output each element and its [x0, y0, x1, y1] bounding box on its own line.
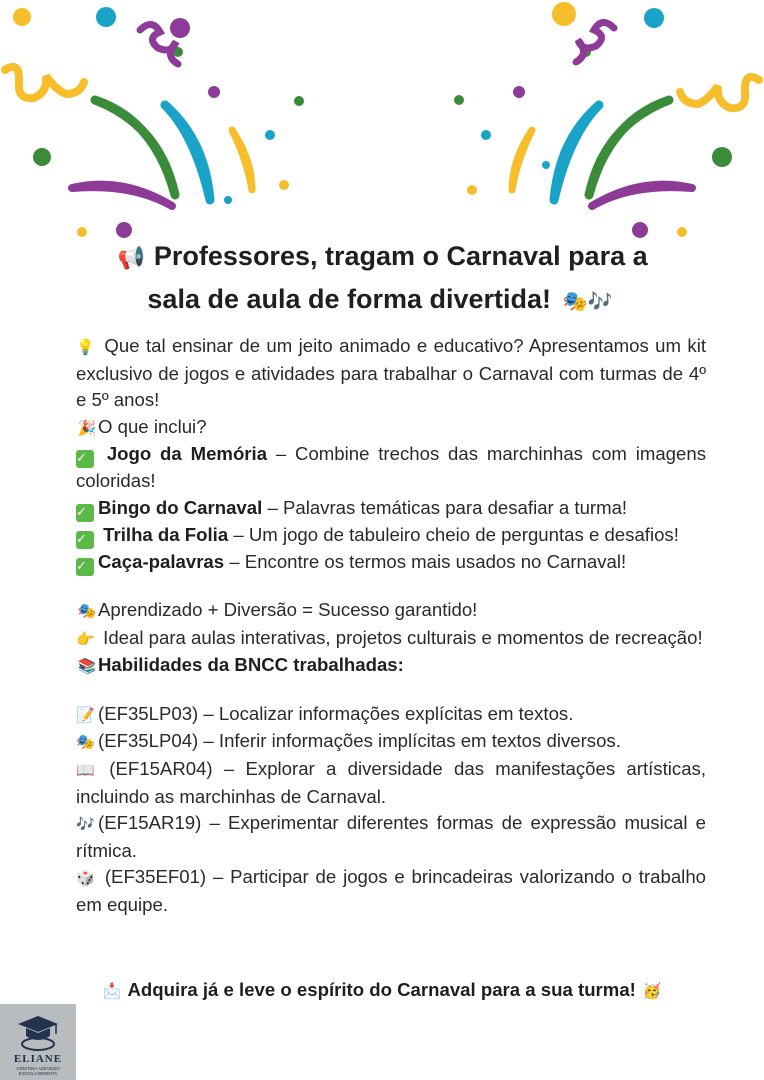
music-notes-icon: 🎶 — [76, 815, 95, 834]
logo-name: ELIANE — [13, 1053, 63, 1065]
brand-logo — [0, 1004, 76, 1080]
memo-icon: 📝 — [76, 705, 95, 724]
graduation-cap-icon — [0, 1004, 76, 1054]
skill-item: 📝 (EF35LP03) – Localizar informações explícitas em textos. — [76, 701, 706, 729]
books-icon: 📚 — [77, 657, 97, 676]
skill-item: 📖 (EF15AR04) – Explorar a diversidade das manifestações artísticas, incluindo as marchinhas de Carnaval. — [76, 757, 706, 807]
call-to-action: 📩 Adquira já e leve o espírito do Carnaval para a sua turma! 🥳 — [60, 976, 704, 1005]
spacer — [76, 680, 706, 701]
confetti-left — [5, 7, 304, 238]
skills-heading: 📚Habilidades da BNCC trabalhadas: — [76, 652, 706, 680]
skill-item: 🎲 (EF35EF01) – Participar de jogos e brincadeiras valorizando o trabalho em equipe. — [76, 866, 706, 915]
confetti-right — [454, 2, 759, 238]
party-popper-icon: 🎉 — [77, 418, 97, 437]
intro-paragraph: 💡 Que tal ensinar de um jeito animado e educativo? Apresentamos um kit exclusivo de jogos e atividades para trabalhar o Carnaval com turmas de 4º e 5º anos! — [76, 335, 706, 411]
checkmark-icon: ✓ — [76, 450, 94, 468]
megaphone-icon: 📢 — [117, 246, 146, 271]
spacer — [76, 576, 706, 597]
envelope-icon: 📩 — [102, 982, 122, 1000]
masks-music-icon: 🎭🎶 — [562, 289, 613, 313]
masks-icon: 🎭 — [77, 601, 97, 620]
list-item: ✓ Caça-palavras – Encontre os termos mais usados no Carnaval! — [76, 550, 627, 574]
checkmark-icon: ✓ — [76, 558, 94, 576]
skill-item: 🎭 (EF35LP04) – Inferir informações implícitas em textos diversos. — [76, 728, 706, 756]
page-title — [60, 236, 704, 321]
skill-item: 🎶 (EF15AR19) – Experimentar diferentes formas de expressão musical e rítmica. — [76, 812, 706, 861]
list-item: ✓ Jogo da Memória – Combine trechos das marchinhas com imagens coloridas! — [76, 443, 707, 492]
main-content — [76, 333, 706, 919]
checkmark-icon: ✓ — [76, 504, 94, 522]
benefit-line: 🎭Aprendizado + Diversão = Sucesso garantido! — [76, 597, 706, 625]
title-line-2: sala de aula de forma divertida! 🎭🎶 — [60, 279, 704, 321]
book-icon: 📖 — [76, 760, 95, 779]
list-item: ✓ Trilha da Folia – Um jogo de tabuleiro cheio de perguntas e desafios! — [76, 523, 679, 547]
ideal-line: 👉 Ideal para aulas interativas, projetos culturais e momentos de recreação! — [76, 625, 706, 653]
masks-icon: 🎭 — [76, 733, 95, 752]
dice-icon: 🎲 — [76, 869, 95, 888]
logo-subtitle: CRISTINA AZEVEDO ESCOLA BENDITA — [16, 1066, 60, 1076]
includes-heading: 🎉O que inclui? — [76, 414, 706, 442]
party-face-icon: 🥳 — [642, 982, 662, 1000]
carnival-confetti-decoration — [0, 0, 764, 240]
pointing-hand-icon: 👉 — [76, 629, 95, 648]
title-line-1: 📢 Professores, tragam o Carnaval para a — [60, 236, 704, 279]
lightbulb-icon: 💡 — [76, 338, 95, 356]
checkmark-icon: ✓ — [76, 531, 94, 549]
list-item: ✓ Bingo do Carnaval – Palavras temáticas para desafiar a turma! — [76, 496, 628, 520]
